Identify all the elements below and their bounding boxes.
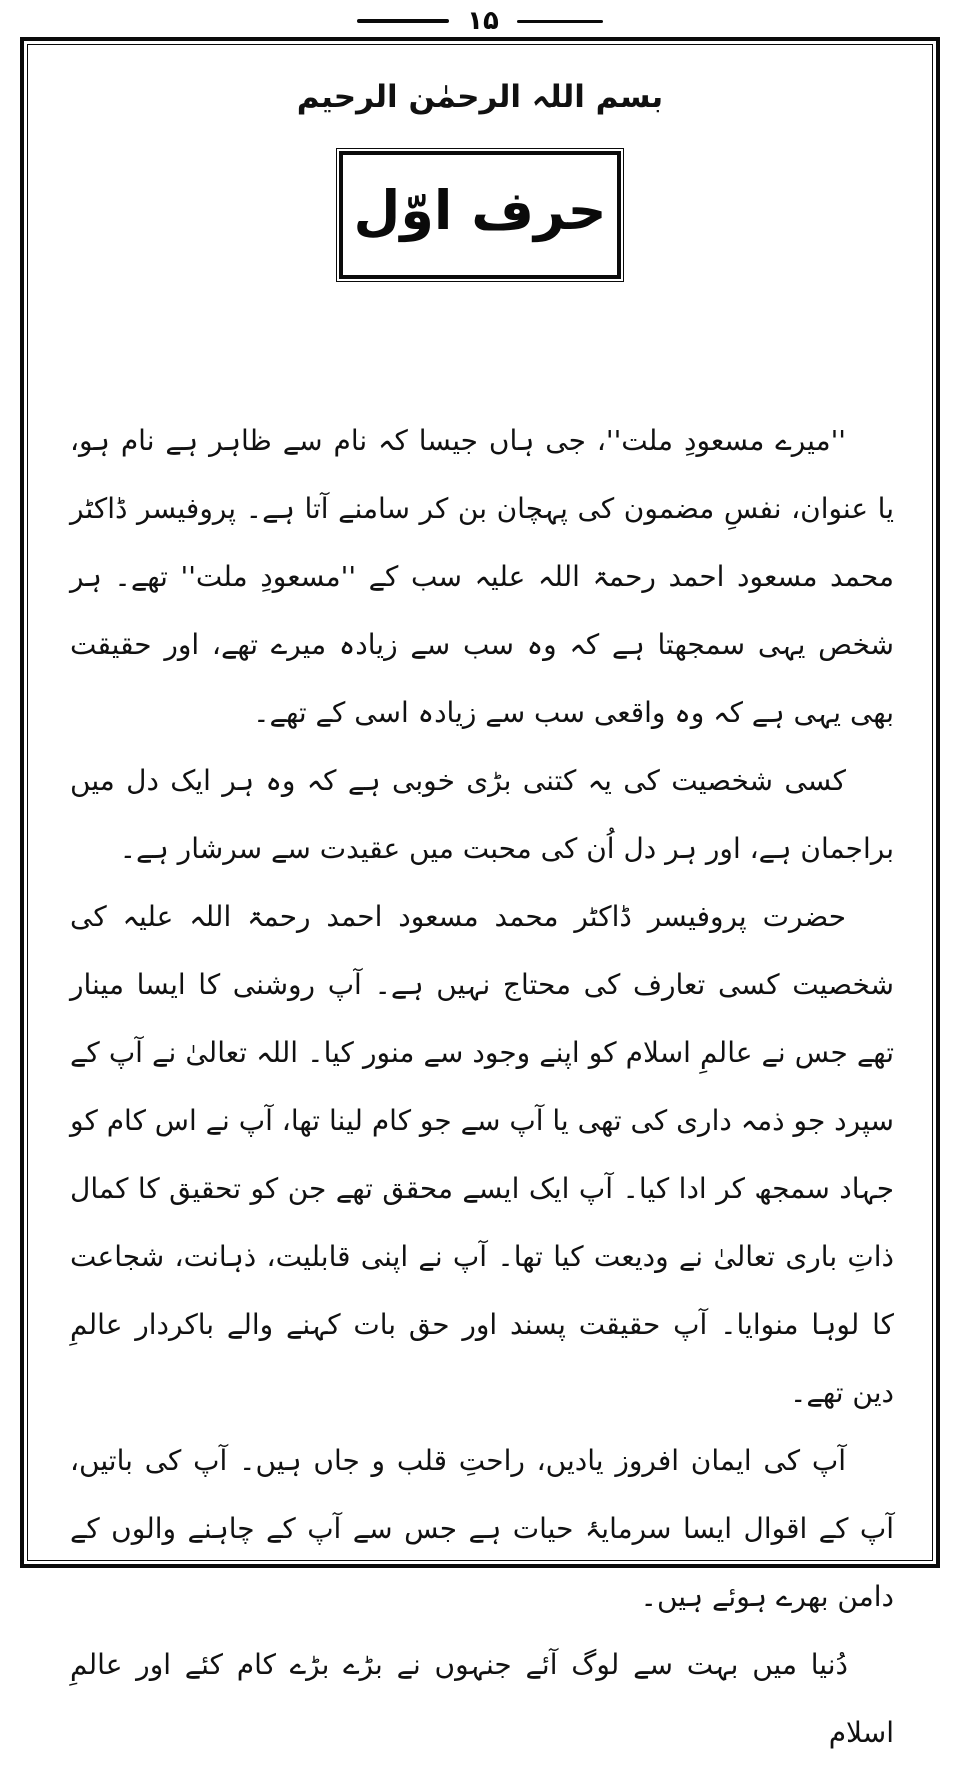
page-number: ۱۵ [467, 6, 499, 36]
page-header [0, 6, 960, 36]
chapter-title-box [339, 151, 621, 279]
body-text [58, 407, 902, 1767]
page-border-frame [20, 37, 940, 1749]
paragraph: آپ کی ایمان افروز یادیں، راحتِ قلب و جاں ہیں۔ آپ کی باتیں، آپ کے اقوال ایسا سرمایۂ حیات ہے جس سے آپ کے چاہنے والوں کے دامن بھرے ہوئے ہیں۔ [70, 1444, 894, 1613]
paragraph: کسی شخصیت کی یہ کتنی بڑی خوبی ہے کہ وہ ہر ایک دل میں براجمان ہے، اور ہر دل اُن کی محبت میں عقیدت سے سرشار ہے۔ [70, 764, 894, 865]
page-content-area [27, 44, 933, 1749]
paragraph: دُنیا میں بہت سے لوگ آئے جنہوں نے بڑے بڑے کام کئے اور عالمِ اسلام [70, 1648, 894, 1749]
header-rule-left [357, 19, 449, 23]
header-rule-right [517, 20, 603, 23]
paragraph: حضرت پروفیسر ڈاکٹر محمد مسعود احمد رحمۃ اللہ علیہ کی شخصیت کسی تعارف کی محتاج نہیں ہے۔ آپ روشنی کا ایسا مینار تھے جس نے عالمِ اسلام کو اپنے وجود سے منور کیا۔ اللہ تعالیٰ نے آپ کے سپرد جو ذمہ داری کی تھی یا آپ سے جو کام لینا تھا، آپ نے اس کام کو جہاد سمجھ کر ادا کیا۔ آپ ایک ایسے محقق تھے جن کو تحقیق کا کمال ذاتِ باری تعالیٰ نے ودیعت کیا تھا۔ آپ نے اپنی قابلیت، ذہانت، شجاعت کا لوہا منوایا۔ آپ حقیقت پسند اور حق بات کہنے والے باکردار عالمِ دین تھے۔ [70, 900, 894, 1409]
paragraph: ''میرے مسعودِ ملت''، جی ہاں جیسا کہ نام سے ظاہر ہے نام ہو، یا عنوان، نفسِ مضمون کی پہچان بن کر سامنے آتا ہے۔ پروفیسر ڈاکٹر محمد مسعود احمد رحمۃ اللہ علیہ سب کے ''مسعودِ ملت'' تھے۔ ہر شخص یہی سمجھتا ہے کہ وہ سب سے زیادہ میرے تھے، اور حقیقت بھی یہی ہے کہ وہ واقعی سب سے زیادہ اسی کے تھے۔ [70, 424, 894, 729]
bismillah-calligraphy: بسم اللہ الرحمٰن الرحیم [296, 79, 664, 115]
chapter-title: حرف اوّل [353, 179, 607, 242]
